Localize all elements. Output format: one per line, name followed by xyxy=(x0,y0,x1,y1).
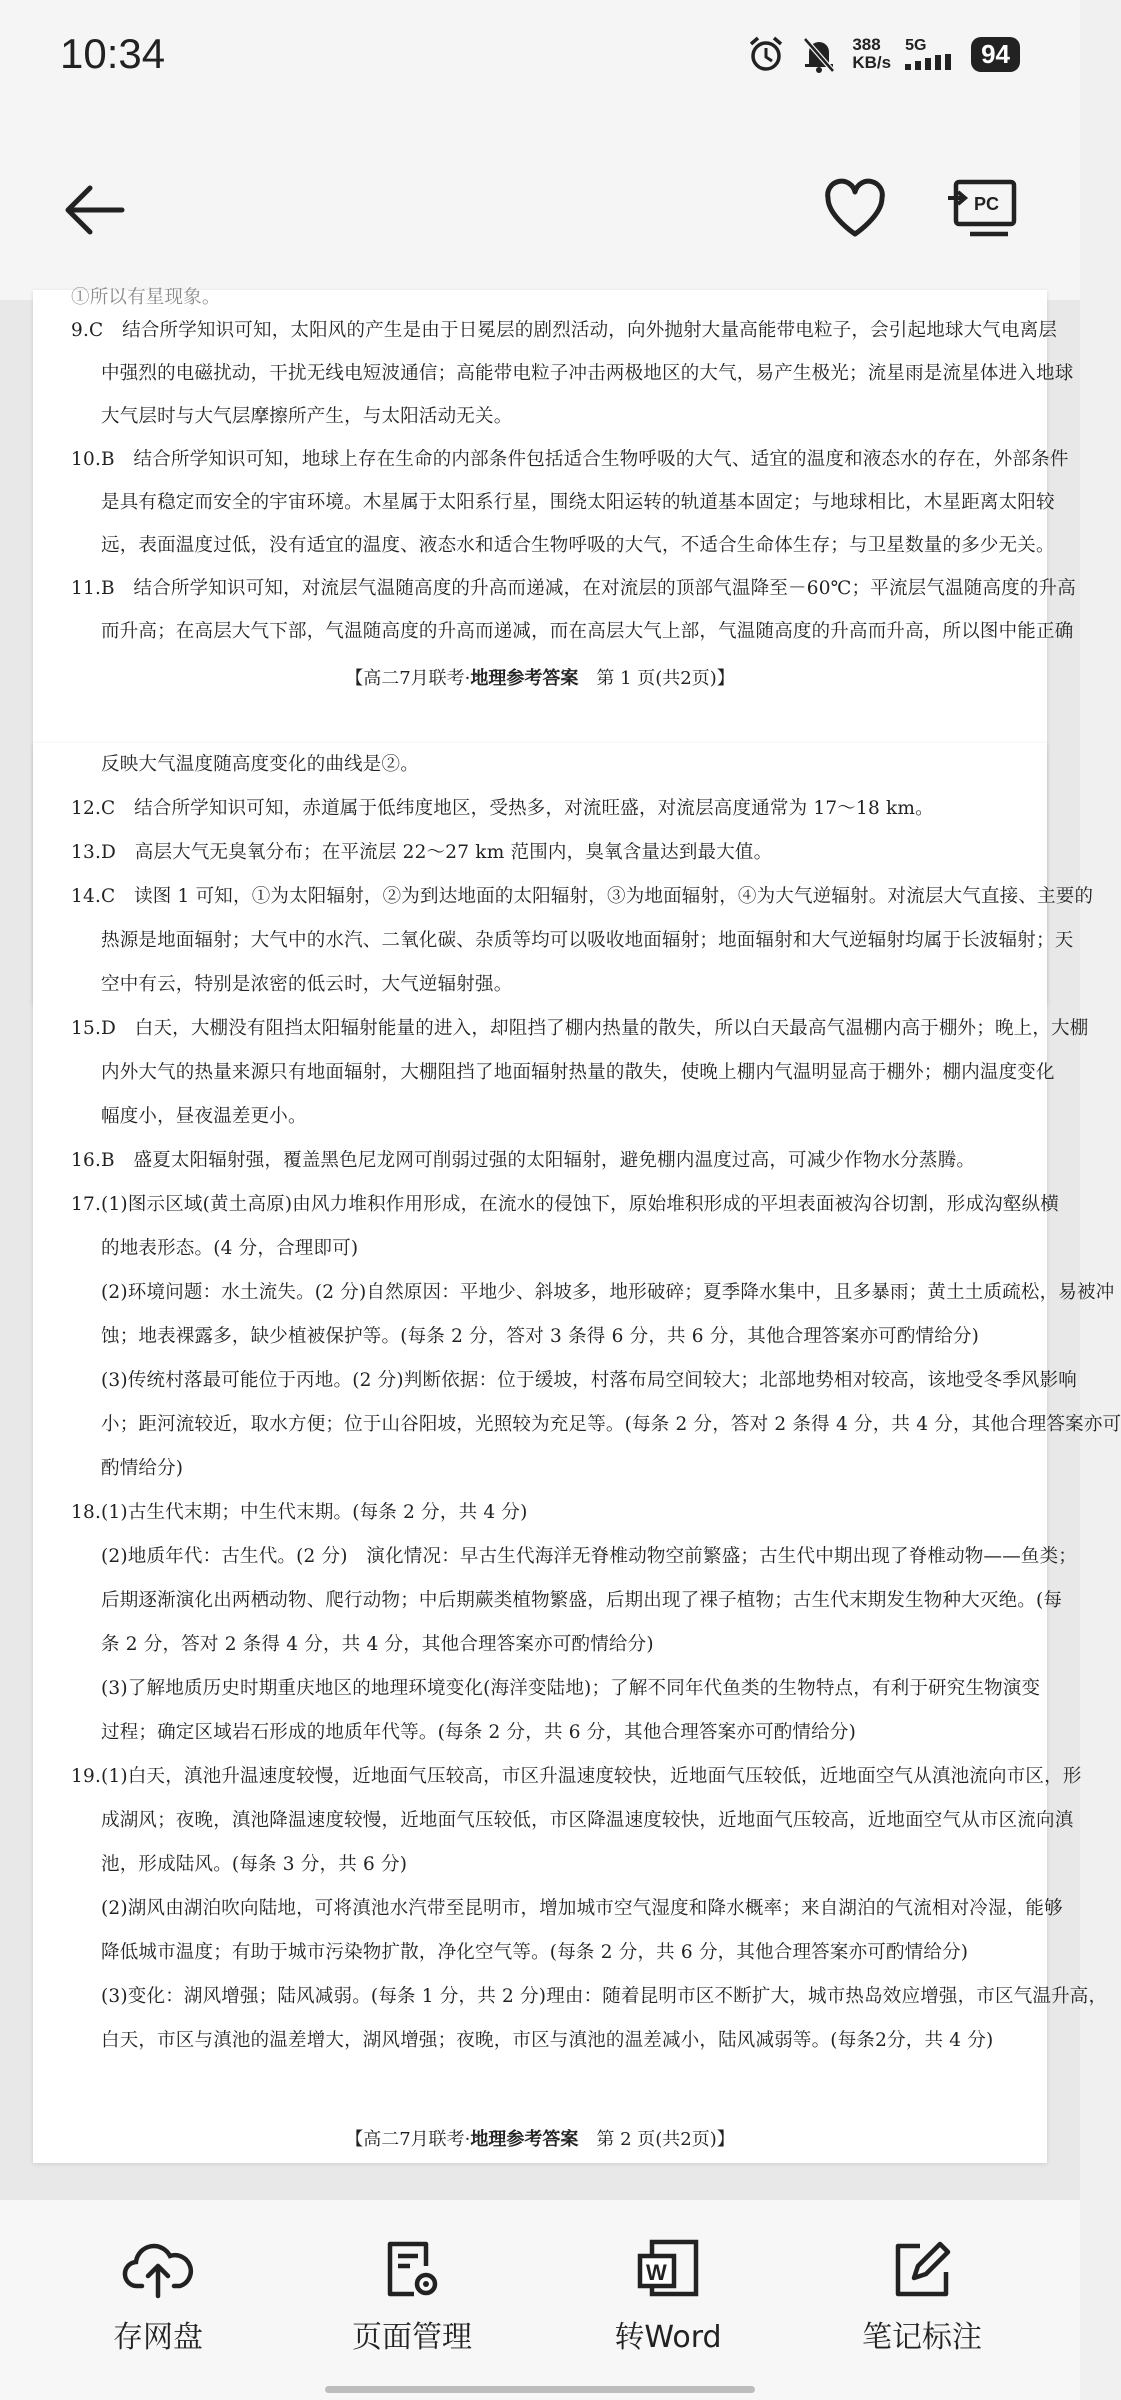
page-manage-label: 页面管理 xyxy=(352,2320,472,2355)
page2-line: 17.(1)图示区域(黄土高原)由风力堆积作用形成，在流水的侵蚀下，原始堆积形成的平坦表面被沟谷切割，形成沟壑纵横 xyxy=(71,1194,1059,1215)
status-icons xyxy=(746,34,1020,74)
page1-line: 9.C 结合所学知识可知，太阳风的产生是由于日冕层的剧烈活动，向外抛射大量高能带电粒子，会引起地球大气电离层 xyxy=(71,320,1058,341)
page2-line: 反映大气温度随高度变化的曲线是②。 xyxy=(101,754,419,775)
page1-footer-prefix: 【高二7月联考· xyxy=(345,668,471,689)
page1-line: 10.B 结合所学知识可知，地球上存在生命的内部条件包括适合生物呼吸的大气、适宜的温度和液态水的存在，外部条件 xyxy=(71,449,1069,470)
home-indicator[interactable] xyxy=(325,2386,755,2393)
network-type: 5G xyxy=(905,37,927,54)
page2-footer-title: 地理参考答案 xyxy=(470,2129,579,2150)
page2-line: (3)了解地质历史时期重庆地区的地理环境变化(海洋变陆地)；了解不同年代鱼类的生物特点，有利于研究生物演变 xyxy=(101,1678,1041,1699)
favorite-button[interactable] xyxy=(822,178,888,240)
page2-line: 内外大气的热量来源只有地面辐射，大棚阻挡了地面辐射热量的散失，使晚上棚内气温明显高于棚外；棚内温度变化 xyxy=(101,1062,1055,1083)
page2-line: 15.D 白天，大棚没有阻挡太阳辐射能量的进入，却阻挡了棚内热量的散失，所以白天最高气温棚内高于棚外；晚上，大棚 xyxy=(71,1018,1089,1039)
page2-line: 19.(1)白天，滇池升温速度较慢，近地面气压较高，市区升温速度较快，近地面气压较低，近地面空气从滇池流向市区，形 xyxy=(71,1766,1082,1787)
convert-word-label: 转Word xyxy=(614,2320,722,2355)
network-speed-value: 388 xyxy=(852,35,881,54)
page2-line: 14.C 读图 1 可知，①为太阳辐射，②为到达地面的太阳辐射，③为地面辐射，④为大气逆辐射。对流层大气直接、主要的 xyxy=(71,886,1094,907)
page1-footer-suffix: 第 1 页(共2页)】 xyxy=(578,668,735,689)
to-pc-icon xyxy=(948,178,1018,240)
page2-line: 热源是地面辐射；大气中的水汽、二氧化碳、杂质等均可以吸收地面辐射；地面辐射和大气逆辐射均属于长波辐射；天 xyxy=(101,930,1074,951)
send-to-pc-button[interactable] xyxy=(948,178,1018,240)
edit-note-icon xyxy=(890,2238,954,2300)
page2-line: (2)地质年代：古生代。(2 分) 演化情况：早古生代海洋无脊椎动物空前繁盛；古生代中期出现了脊椎动物——鱼类； xyxy=(101,1546,1077,1567)
page2-line: 白天，市区与滇池的温差增大，湖风增强；夜晚，市区与滇池的温差减小，陆风减弱等。(每条2分，共 4 分) xyxy=(101,2030,994,2051)
page1-footer-title: 地理参考答案 xyxy=(470,668,579,689)
page2-line: 幅度小，昼夜温差更小。 xyxy=(101,1106,307,1127)
page2-line: 后期逐渐演化出两栖动物、爬行动物；中后期蕨类植物繁盛，后期出现了裸子植物；古生代末期发生物种大灭绝。(每 xyxy=(101,1590,1063,1611)
cloud-upload-icon xyxy=(122,2238,194,2300)
page1-line: 中强烈的电磁扰动，干扰无线电短波通信；高能带电粒子冲击两极地区的大气，易产生极光；流星雨是流星体进入地球 xyxy=(101,363,1074,384)
page-manage-icon xyxy=(380,2238,444,2300)
arrow-left-icon xyxy=(60,180,130,240)
network-speed xyxy=(852,36,891,72)
word-convert-icon xyxy=(636,2238,700,2300)
page2-line: 18.(1)古生代末期；中生代末期。(每条 2 分，共 4 分) xyxy=(71,1502,528,1523)
page1-line: 而升高；在高层大气下部，气温随高度的升高而递减，而在高层大气上部，气温随高度的升高而升高，所以图中能正确 xyxy=(101,621,1074,642)
page2-line: (3)传统村落最可能位于丙地。(2 分)判断依据：位于缓坡，村落布局空间较大；北部地势相对较高，该地受冬季风影响 xyxy=(101,1370,1077,1391)
page2-line: 过程；确定区域岩石形成的地质年代等。(每条 2 分，共 6 分，其他合理答案亦可酌情给分) xyxy=(101,1722,857,1743)
convert-word-button[interactable] xyxy=(568,2238,768,2356)
save-to-cloud-label: 存网盘 xyxy=(113,2320,203,2355)
page2-line: (2)环境问题：水土流失。(2 分)自然原因：平地少、斜坡多，地形破碎；夏季降水集中，且多暴雨；黄土土质疏松，易被冲 xyxy=(101,1282,1115,1303)
battery-indicator: 94 xyxy=(971,37,1020,72)
page1-line: 是具有稳定而安全的宇宙环境。木星属于太阳系行星，围绕太阳运转的轨道基本固定；与地球相比，木星距离太阳较 xyxy=(101,492,1055,513)
page2-line: 蚀；地表裸露多，缺少植被保护等。(每条 2 分，答对 3 条得 6 分，共 6 分，其他合理答案亦可酌情给分) xyxy=(101,1326,980,1347)
status-time: 10:34 xyxy=(60,30,166,77)
page2-line: 12.C 结合所学知识可知，赤道属于低纬度地区，受热多，对流旺盛，对流层高度通常为 17～18 km。 xyxy=(71,798,934,819)
svg-text:W: W xyxy=(646,2260,667,2285)
page-manage-button[interactable] xyxy=(312,2238,512,2356)
document-viewer[interactable] xyxy=(0,287,1121,2200)
heart-icon xyxy=(822,178,888,240)
app-header xyxy=(0,120,1080,300)
page1-line: 远，表面温度过低，没有适宜的温度、液态水和适合生物呼吸的大气，不适合生命体生存；与卫星数量的多少无关。 xyxy=(101,535,1055,556)
page2-line: 成湖风；夜晚，滇池降温速度较慢，近地面气压较低，市区降温速度较快，近地面气压较高，近地面空气从市区流向滇 xyxy=(101,1810,1074,1831)
network-speed-unit: KB/s xyxy=(852,53,892,72)
alarm-icon xyxy=(746,34,786,74)
back-button[interactable] xyxy=(60,180,130,240)
page1-footer xyxy=(33,664,1047,690)
page2-line: 酌情给分) xyxy=(101,1458,184,1479)
page1-line: 大气层时与大气层摩擦所产生，与太阳活动无关。 xyxy=(101,406,513,427)
page2-footer-prefix: 【高二7月联考· xyxy=(345,2129,471,2150)
mute-bell-icon xyxy=(800,34,838,74)
document-page-2 xyxy=(33,743,1121,2163)
signal-bars-icon xyxy=(905,54,957,70)
page2-line: (2)湖风由湖泊吹向陆地，可将滇池水汽带至昆明市，增加城市空气湿度和降水概率；来自湖泊的气流相对冷湿，能够 xyxy=(101,1898,1063,1919)
page2-line: 空中有云，特别是浓密的低云时，大气逆辐射强。 xyxy=(101,974,513,995)
signal-indicator xyxy=(905,38,957,70)
save-to-cloud-button[interactable] xyxy=(58,2238,258,2356)
page2-line: 13.D 高层大气无臭氧分布；在平流层 22～27 km 范围内，臭氧含量达到最大值。 xyxy=(71,842,773,863)
note-annotate-button[interactable] xyxy=(822,2238,1022,2356)
page2-line: (3)变化：湖风增强；陆风减弱。(每条 1 分，共 2 分)理由：随着昆明市区不断扩大，城市热岛效应增强，市区气温升高， xyxy=(101,1986,1108,2007)
page2-footer xyxy=(33,2125,1047,2151)
svg-text:PC: PC xyxy=(974,194,1000,214)
note-annotate-label: 笔记标注 xyxy=(862,2320,982,2355)
page2-line: 降低城市温度；有助于城市污染物扩散，净化空气等。(每条 2 分，共 6 分，其他合理答案亦可酌情给分) xyxy=(101,1942,969,1963)
page2-line: 池，形成陆风。(每条 3 分，共 6 分) xyxy=(101,1854,408,1875)
status-bar xyxy=(0,0,1080,120)
page1-line: 11.B 结合所学知识可知，对流层气温随高度的升高而递减，在对流层的顶部气温降至－60℃；平流层气温随高度的升高 xyxy=(71,578,1076,599)
page2-line: 16.B 盛夏太阳辐射强，覆盖黑色尼龙网可削弱过强的太阳辐射，避免棚内温度过高，可减少作物水分蒸腾。 xyxy=(71,1150,976,1171)
page2-line: 条 2 分，答对 2 条得 4 分，共 4 分，其他合理答案亦可酌情给分) xyxy=(101,1634,654,1655)
page2-line: 的地表形态。(4 分，合理即可) xyxy=(101,1238,359,1259)
page2-line: 小；距河流较近，取水方便；位于山谷阳坡，光照较为充足等。(每条 2 分，答对 2 条得 4 分，共 4 分，其他合理答案亦可 xyxy=(101,1414,1121,1435)
bottom-toolbar xyxy=(0,2200,1080,2400)
page2-footer-suffix: 第 2 页(共2页)】 xyxy=(578,2129,735,2150)
page1-cut-line: ①所以有星现象。 xyxy=(71,287,221,308)
